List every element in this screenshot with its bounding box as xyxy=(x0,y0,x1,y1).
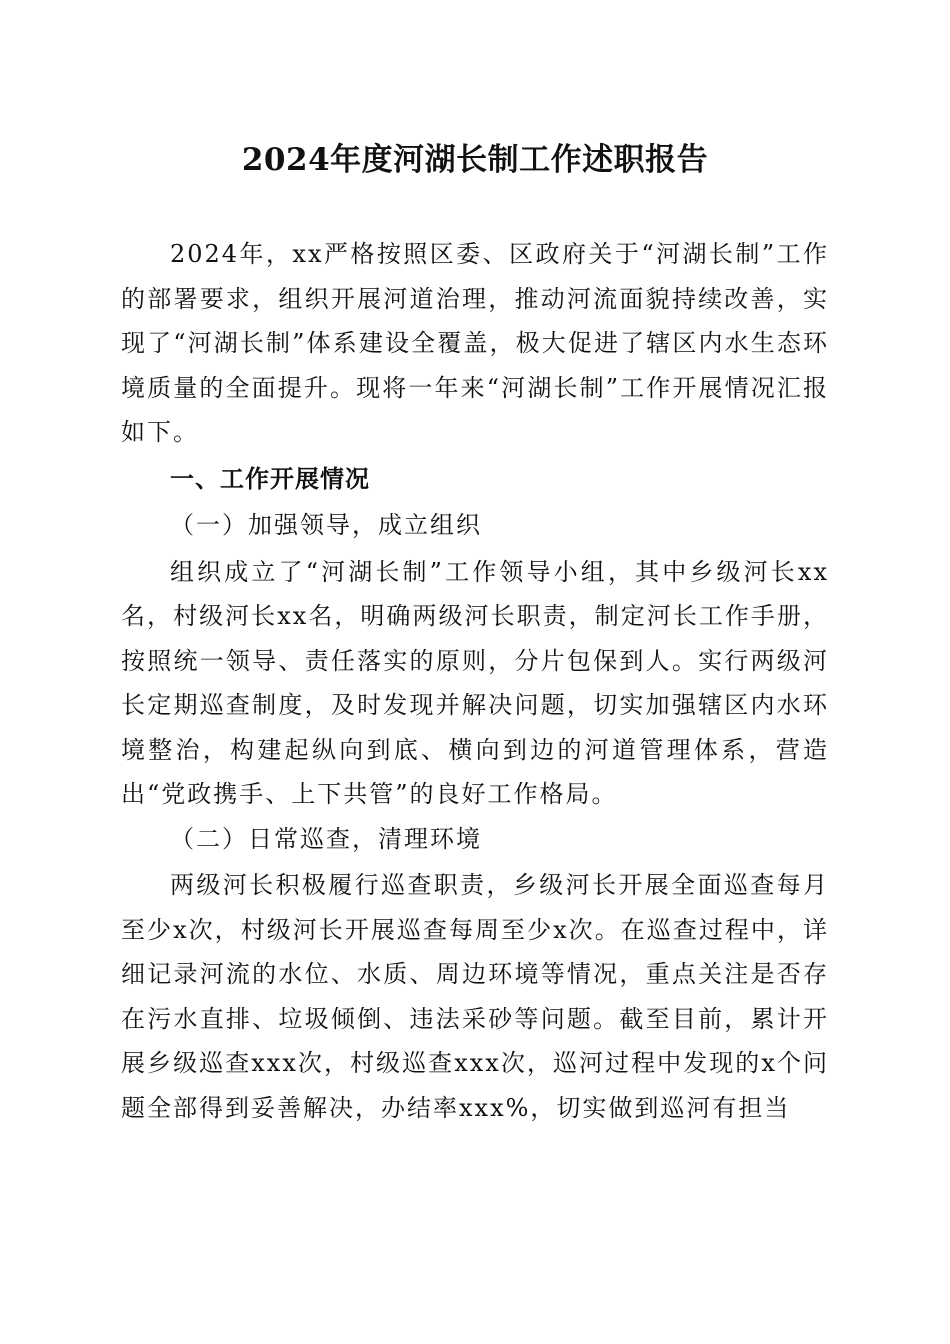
leadership-paragraph: 组织成立了“河湖长制”工作领导小组，其中乡级河长xx名，村级河长xx名，明确两级河长职责，制定河长工作手册，按照统一领导、责任落实的原则，分片包保到人。实行两级河长定期巡查制度，及时发现并解决问题，切实加强辖区内水环境整治，构建起纵向到底、横向到边的河道管理体系，营造出“党政携手、上下共管”的良好工作格局。 xyxy=(121,557,829,808)
subsection-heading-leadership: （一）加强领导，成立组织 xyxy=(170,511,482,539)
section-heading-work-progress: 一、工作开展情况 xyxy=(170,464,370,493)
intro-paragraph: 2024年，xx严格按照区委、区政府关于“河湖长制”工作的部署要求，组织开展河道治理，推动河流面貌持续改善，实现了“河湖长制”体系建设全覆盖，极大促进了辖区内水生态环境质量的全面提升。现将一年来“河湖长制”工作开展情况汇报如下。 xyxy=(121,240,829,446)
document-body xyxy=(121,232,829,1130)
subsection-heading-inspection: （二）日常巡查，清理环境 xyxy=(170,824,482,853)
inspection-paragraph: 两级河长积极履行巡查职责，乡级河长开展全面巡查每月至少x次，村级河长开展巡查每周至少x次。在巡查过程中，详细记录河流的水位、水质、周边环境等情况，重点关注是否存在污水直排、垃圾倾倒、违法采砂等问题。截至目前，累计开展乡级巡查xxx次，村级巡查xxx次，巡河过程中发现的x个问题全部得到妥善解决，办结率xxx%，切实做到巡河有担当 xyxy=(121,871,829,1122)
document-title: 2024年度河湖长制工作述职报告 xyxy=(241,142,709,178)
